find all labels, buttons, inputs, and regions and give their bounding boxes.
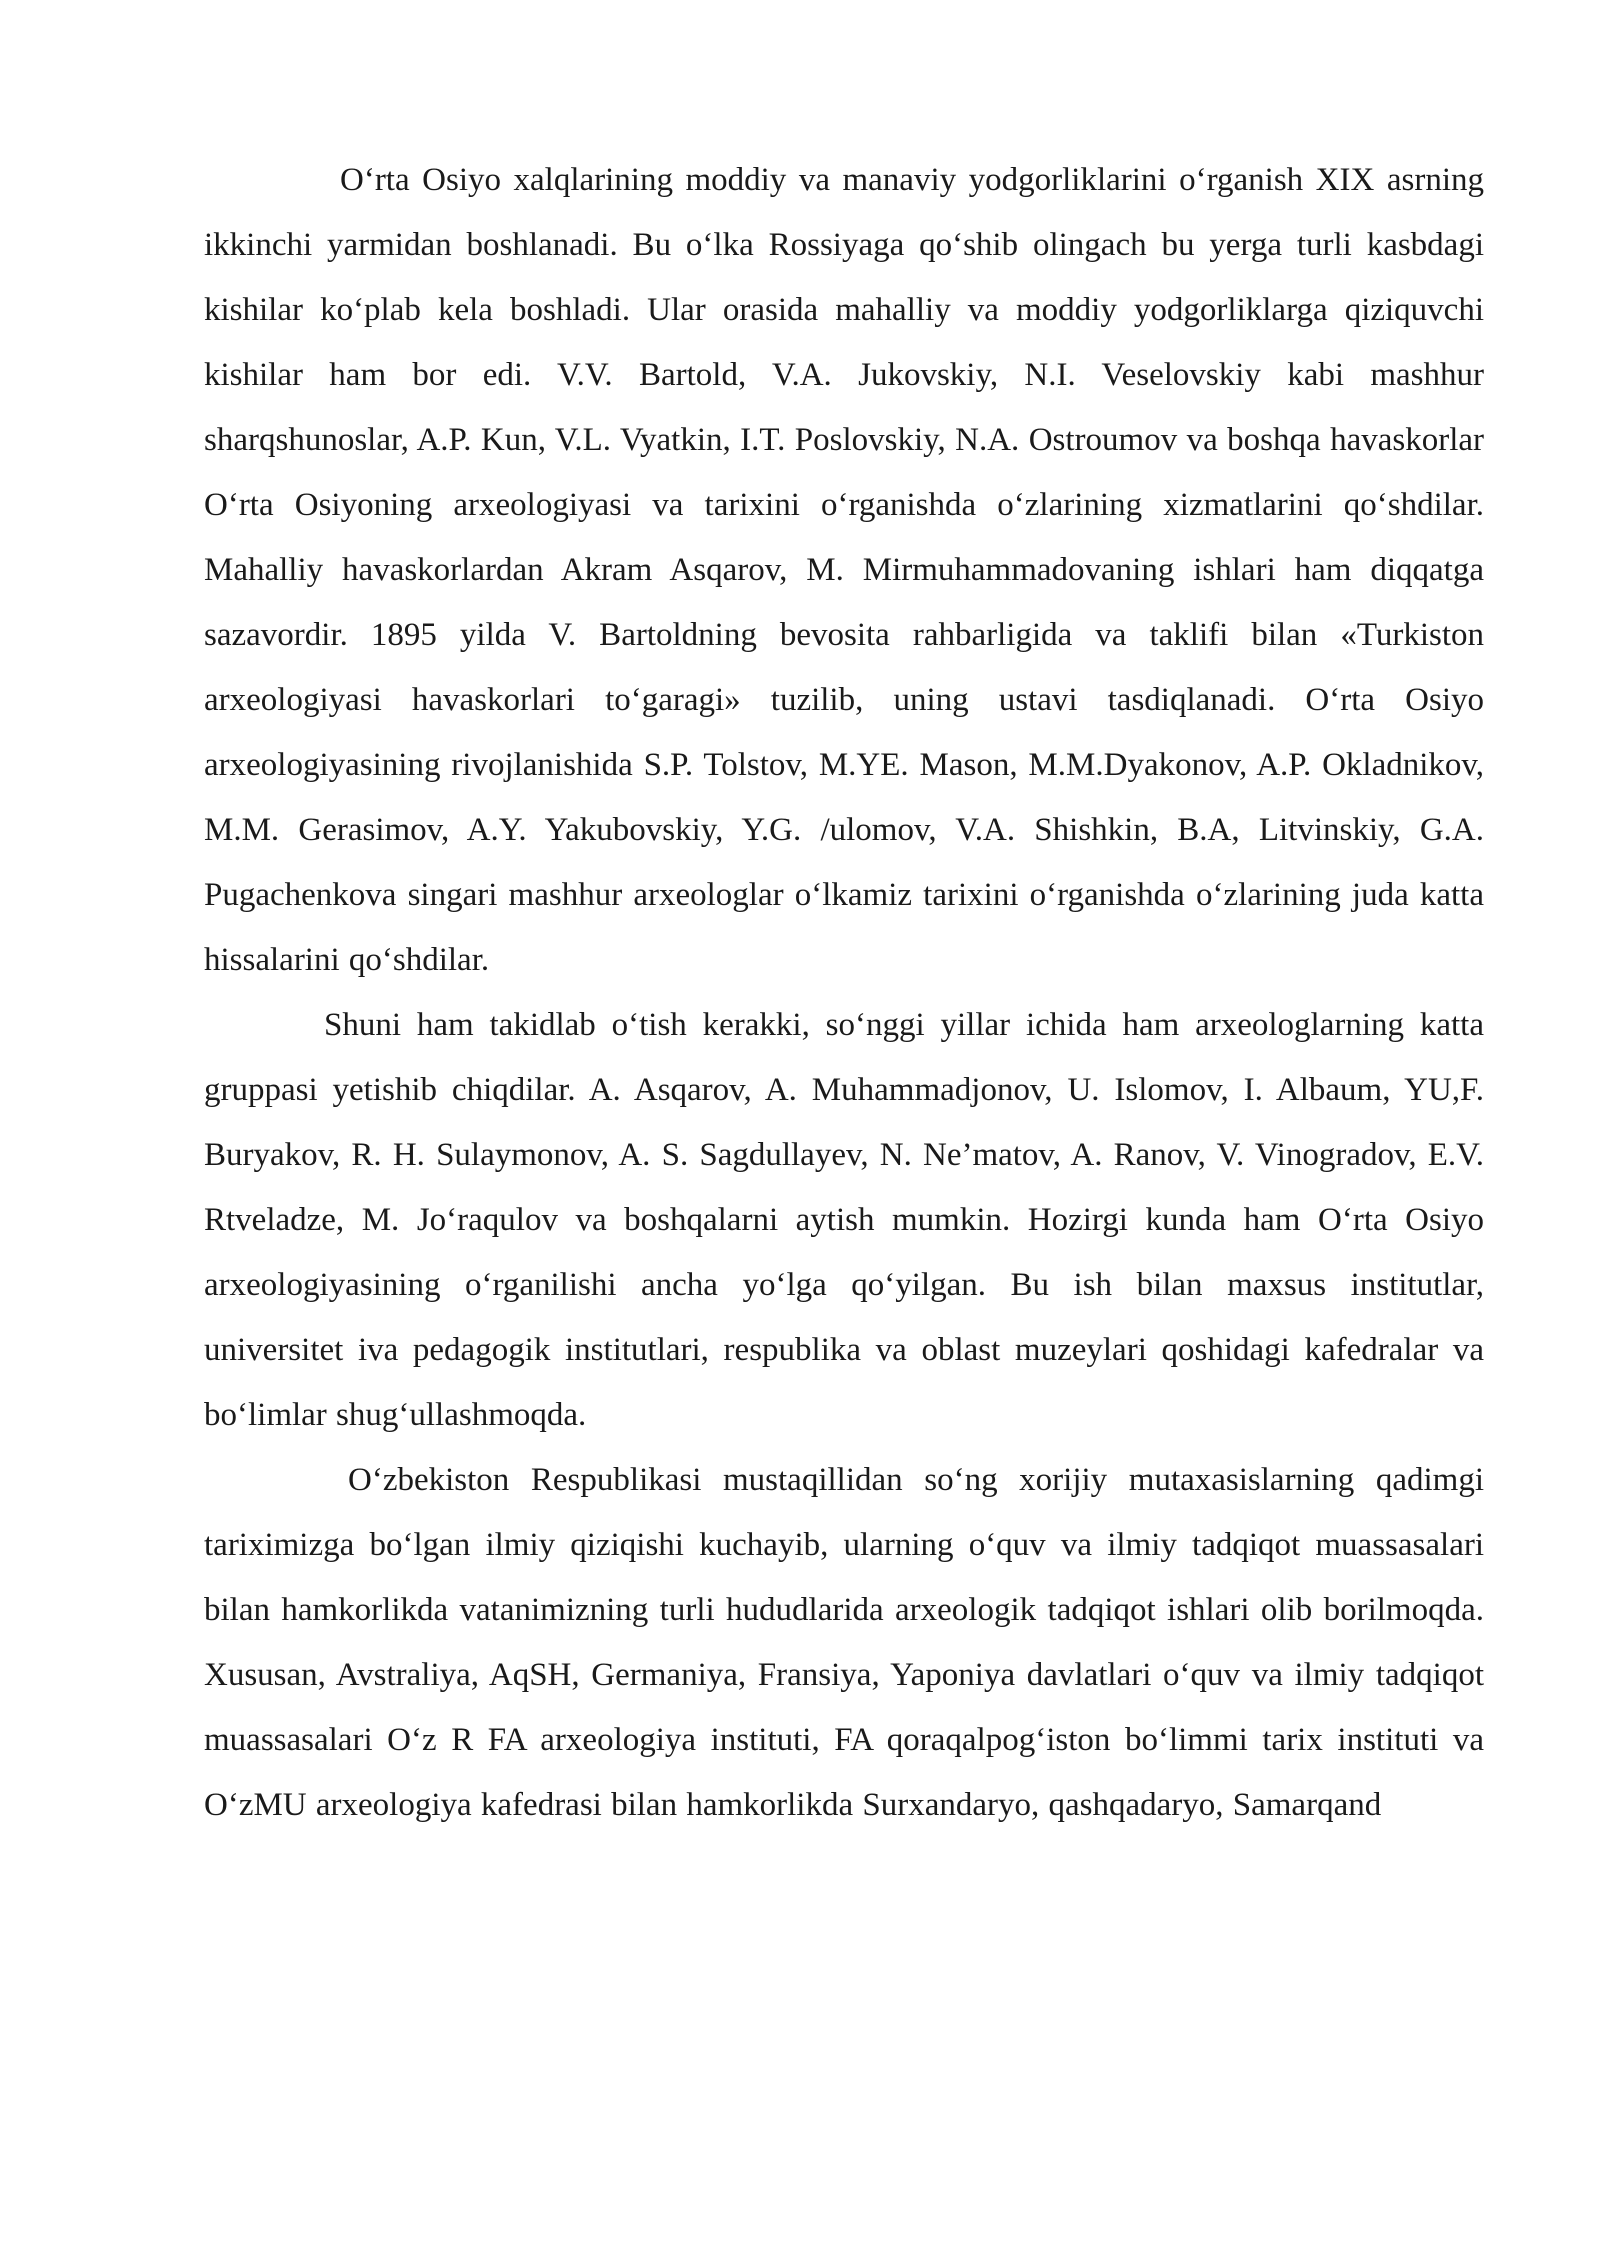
document-body xyxy=(204,148,1484,1838)
paragraph-foreign-cooperation: O‘zbekiston Respublikasi mustaqillidan so‘ng xorijiy mutaxasislarning qadimgi tariximizga bo‘lgan ilmiy qiziqishi kuchayib, ularning o‘quv va ilmiy tadqiqot muassasalari bilan hamkorlikda vatanimizning turli hududlarida arxeologik tadqiqot ishlari olib borilmoqda. Xususan, Avstraliya, AqSH, Germaniya, Fransiya, Yaponiya davlatlari o‘quv va ilmiy tadqiqot muassasalari O‘z R FA arxeologiya instituti, FA qoraqalpog‘iston bo‘limmi tarix instituti va O‘zMU arxeologiya kafedrasi bilan hamkorlikda Surxandaryo, qashqadaryo, Samarqand xyxy=(204,1462,1484,1823)
paragraph-history-of-study: O‘rta Osiyo xalqlarining moddiy va manaviy yodgorliklarini o‘rganish XIX asrning ikkinchi yarmidan boshlanadi. Bu o‘lka Rossiyaga qo‘shib olingach bu yerga turli kasbdagi kishilar ko‘plab kela boshladi. Ular orasida mahalliy va moddiy yodgorliklarga qiziquvchi kishilar ham bor edi. V.V. Bartold, V.A. Jukovskiy, N.I. Veselovskiy kabi mashhur sharqshunoslar, A.P. Kun, V.L. Vyatkin, I.T. Poslovskiy, N.A. Ostroumov va boshqa havaskorlar O‘rta Osiyoning arxeologiyasi va tarixini o‘rganishda o‘zlarining xizmatlarini qo‘shdilar. Mahalliy havaskorlardan Akram Asqarov, M. Mirmuhammadovaning ishlari ham diqqatga sazavordir. 1895 yilda V. Bartoldning bevosita rahbarligida va taklifi bilan «Turkiston arxeologiyasi havaskorlari to‘garagi» tuzilib, uning ustavi tasdiqlanadi. O‘rta Osiyo arxeologiyasining rivojlanishida S.P. Tolstov, M.YE. Mason, M.M.Dyakonov, A.P. Okladnikov, M.M. Gerasimov, A.Y. Yakubovskiy, Y.G. /ulomov, V.A. Shishkin, B.A, Litvinskiy, G.A. Pugachenkova singari mashhur arxeologlar o‘lkamiz tarixini o‘rganishda o‘zlarining juda katta hissalarini qo‘shdilar. xyxy=(204,162,1484,978)
paragraph-new-archaeologists: Shuni ham takidlab o‘tish kerakki, so‘nggi yillar ichida ham arxeologlarning katta gruppasi yetishib chiqdilar. A. Asqarov, A. Muhammadjonov, U. Islomov, I. Albaum, YU,F. Buryakov, R. H. Sulaymonov, A. S. Sagdullayev, N. Ne’matov, A. Ranov, V. Vinogradov, E.V. Rtveladze, M. Jo‘raqulov va boshqalarni aytish mumkin. Hozirgi kunda ham O‘rta Osiyo arxeologiyasining o‘rganilishi ancha yo‘lga qo‘yilgan. Bu ish bilan maxsus institutlar, universitet iva pedagogik institutlari, respublika va oblast muzeylari qoshidagi kafedralar va bo‘limlar shug‘ullashmoqda. xyxy=(204,1007,1484,1433)
